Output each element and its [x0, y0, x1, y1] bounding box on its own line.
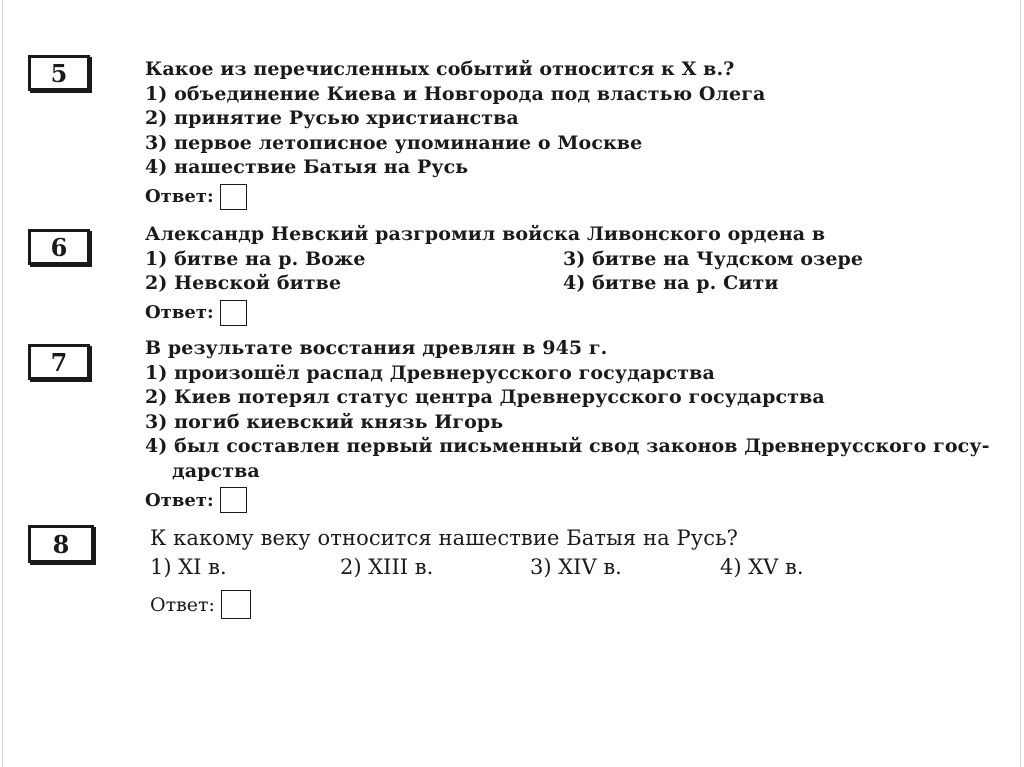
question-5-option-3: 3) первое летописное упоминание о Москве: [145, 131, 643, 154]
answer-box[interactable]: [221, 590, 251, 619]
question-6-option-1: 1) битве на р. Воже: [145, 247, 366, 270]
question-7: [145, 336, 990, 513]
question-8-prompt: К какому веку относится нашествие Батыя на Русь?: [150, 526, 738, 550]
question-7-option-4-continued: дарства: [172, 459, 260, 482]
question-7-option-1: 1) произошёл распад Древнерусского государства: [145, 361, 715, 384]
question-8-option-2: 2) XIII в.: [340, 555, 434, 579]
page-edge-left: [2, 0, 3, 767]
answer-box[interactable]: [220, 300, 247, 326]
answer-box[interactable]: [220, 487, 247, 513]
question-7-answer: [145, 487, 990, 513]
question-5-option-2: 2) принятие Русью христианства: [145, 107, 519, 129]
question-7-prompt: В результате восстания древлян в 945 г.: [145, 337, 608, 359]
answer-label: Ответ:: [145, 186, 214, 207]
answer-box[interactable]: [220, 184, 247, 210]
question-6-option-2: 2) Невской битве: [145, 272, 342, 294]
question-8-answer: [150, 590, 910, 619]
question-6-prompt: Александр Невский разгромил войска Ливонского ордена в: [145, 223, 826, 245]
question-5-option-4: 4) нашествие Батыя на Русь: [145, 156, 469, 178]
answer-label: Ответ:: [145, 489, 214, 511]
question-number-7: 7: [28, 344, 90, 380]
question-7-option-2: 2) Киев потерял статус центра Древнерусского государства: [145, 386, 825, 408]
question-8-option-3: 3) XIV в.: [530, 555, 622, 579]
question-6: [145, 222, 981, 326]
question-6-answer: [145, 300, 981, 326]
answer-label: Ответ:: [150, 593, 215, 616]
question-8-option-1: 1) XI в.: [150, 555, 227, 579]
question-8: [150, 524, 910, 619]
question-7-option-3: 3) погиб киевский князь Игорь: [145, 410, 504, 433]
question-7-option-4: 4) был составлен первый письменный свод законов Древнерусского госу-: [145, 435, 990, 457]
question-6-option-3: 3) битве на Чудском озере: [563, 247, 864, 270]
question-number-8: 8: [28, 525, 94, 563]
page-edge-right: [1020, 0, 1021, 767]
question-number-6: 6: [28, 229, 90, 265]
question-6-option-4: 4) битве на р. Сити: [563, 272, 779, 294]
question-8-option-4: 4) XV в.: [720, 555, 804, 579]
question-5-option-1: 1) объединение Киева и Новгорода под властью Олега: [145, 82, 766, 105]
question-5-prompt: Какое из перечисленных событий относится к X в.?: [145, 58, 735, 80]
question-5: [145, 57, 765, 210]
question-5-answer: [145, 184, 765, 210]
question-number-5: 5: [28, 55, 90, 91]
answer-label: Ответ:: [145, 302, 214, 323]
